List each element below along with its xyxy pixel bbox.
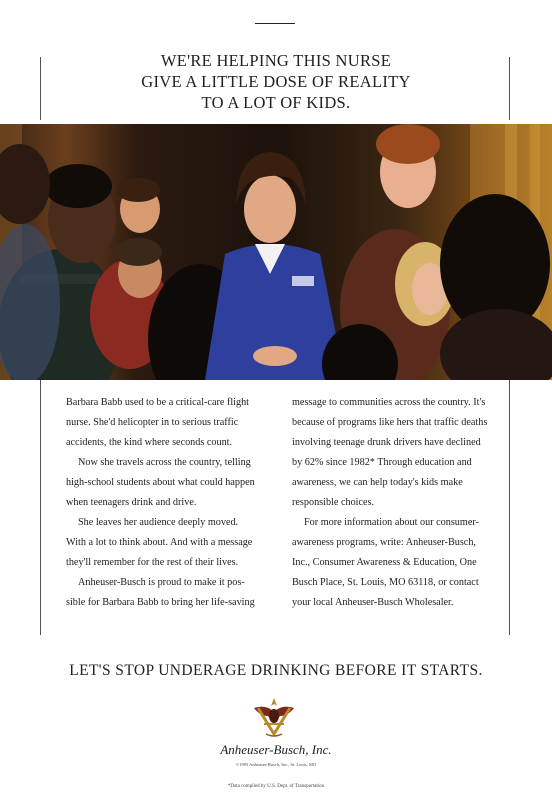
footnote: *Data compiled by U.S. Dept. of Transportation (227, 784, 325, 789)
photo-illustration (0, 124, 552, 380)
left-rule-top (40, 57, 41, 120)
body-left-line: when teenagers drink and drive. (66, 497, 197, 508)
body-left-column (66, 393, 266, 613)
tagline: LET'S STOP UNDERAGE DRINKING BEFORE IT STARTS. (69, 662, 483, 679)
body-left-line: Barbara Babb used to be a critical-care flight (66, 397, 250, 408)
body-left-line: Anheuser-Busch is proud to make it pos- (78, 577, 245, 588)
headline-line-2: GIVE A LITTLE DOSE OF REALITY (141, 72, 411, 91)
body-left-line: they'll remember for the rest of their lives. (66, 557, 239, 568)
body-right-line: awareness, we can help today's kids make (292, 477, 463, 488)
body-right-line: message to communities across the country. It's (292, 397, 486, 408)
body-right-line: For more information about our consumer- (304, 517, 479, 528)
nurse-with-students-photo (0, 124, 552, 380)
body-left-line: nurse. She'd helicopter in to serious traffic (66, 417, 239, 428)
body-right-line: by 62% since 1982* Through education and (292, 457, 472, 468)
body-right-line: involving teenage drunk drivers have declined (292, 437, 481, 448)
body-left-line: With a lot to think about. And with a message (66, 537, 253, 548)
headline-line-3: TO A LOT OF KIDS. (201, 93, 351, 112)
headline (60, 50, 492, 113)
headline-line-1: WE'RE HELPING THIS NURSE (160, 51, 392, 70)
top-rule (255, 23, 295, 24)
body-left-line: Now she travels across the country, telling (78, 457, 251, 468)
nurse-face (244, 175, 296, 243)
body-right-line: because of programs like hers that traffic deaths (292, 417, 488, 428)
right-rule-top (509, 57, 510, 120)
company-signature: Anheuser-Busch, Inc. (220, 742, 332, 757)
body-left-line: high-school students about what could happen (66, 477, 255, 488)
right-rule-bottom (509, 380, 510, 635)
body-right-column (292, 393, 500, 613)
anheuser-busch-eagle-logo-icon (246, 694, 302, 740)
body-left-line: She leaves her audience deeply moved. (78, 517, 239, 528)
body-left-line: sible for Barbara Babb to bring her life-saving (66, 597, 255, 608)
body-right-line: awareness programs, write: Anheuser-Busch, (292, 537, 476, 548)
body-right-line: responsible choices. (292, 497, 375, 508)
body-right-line: Busch Place, St. Louis, MO 63118, or contact (292, 577, 479, 588)
body-right-line: Inc., Consumer Awareness & Education, One (292, 557, 477, 568)
body-left-line: accidents, the kind where seconds count. (66, 437, 233, 448)
left-rule-bottom (40, 380, 41, 635)
copyright: ©1995 Anheuser-Busch, Inc., St. Louis, MO (235, 762, 317, 767)
body-right-line: your local Anheuser-Busch Wholesaler. (292, 597, 454, 608)
